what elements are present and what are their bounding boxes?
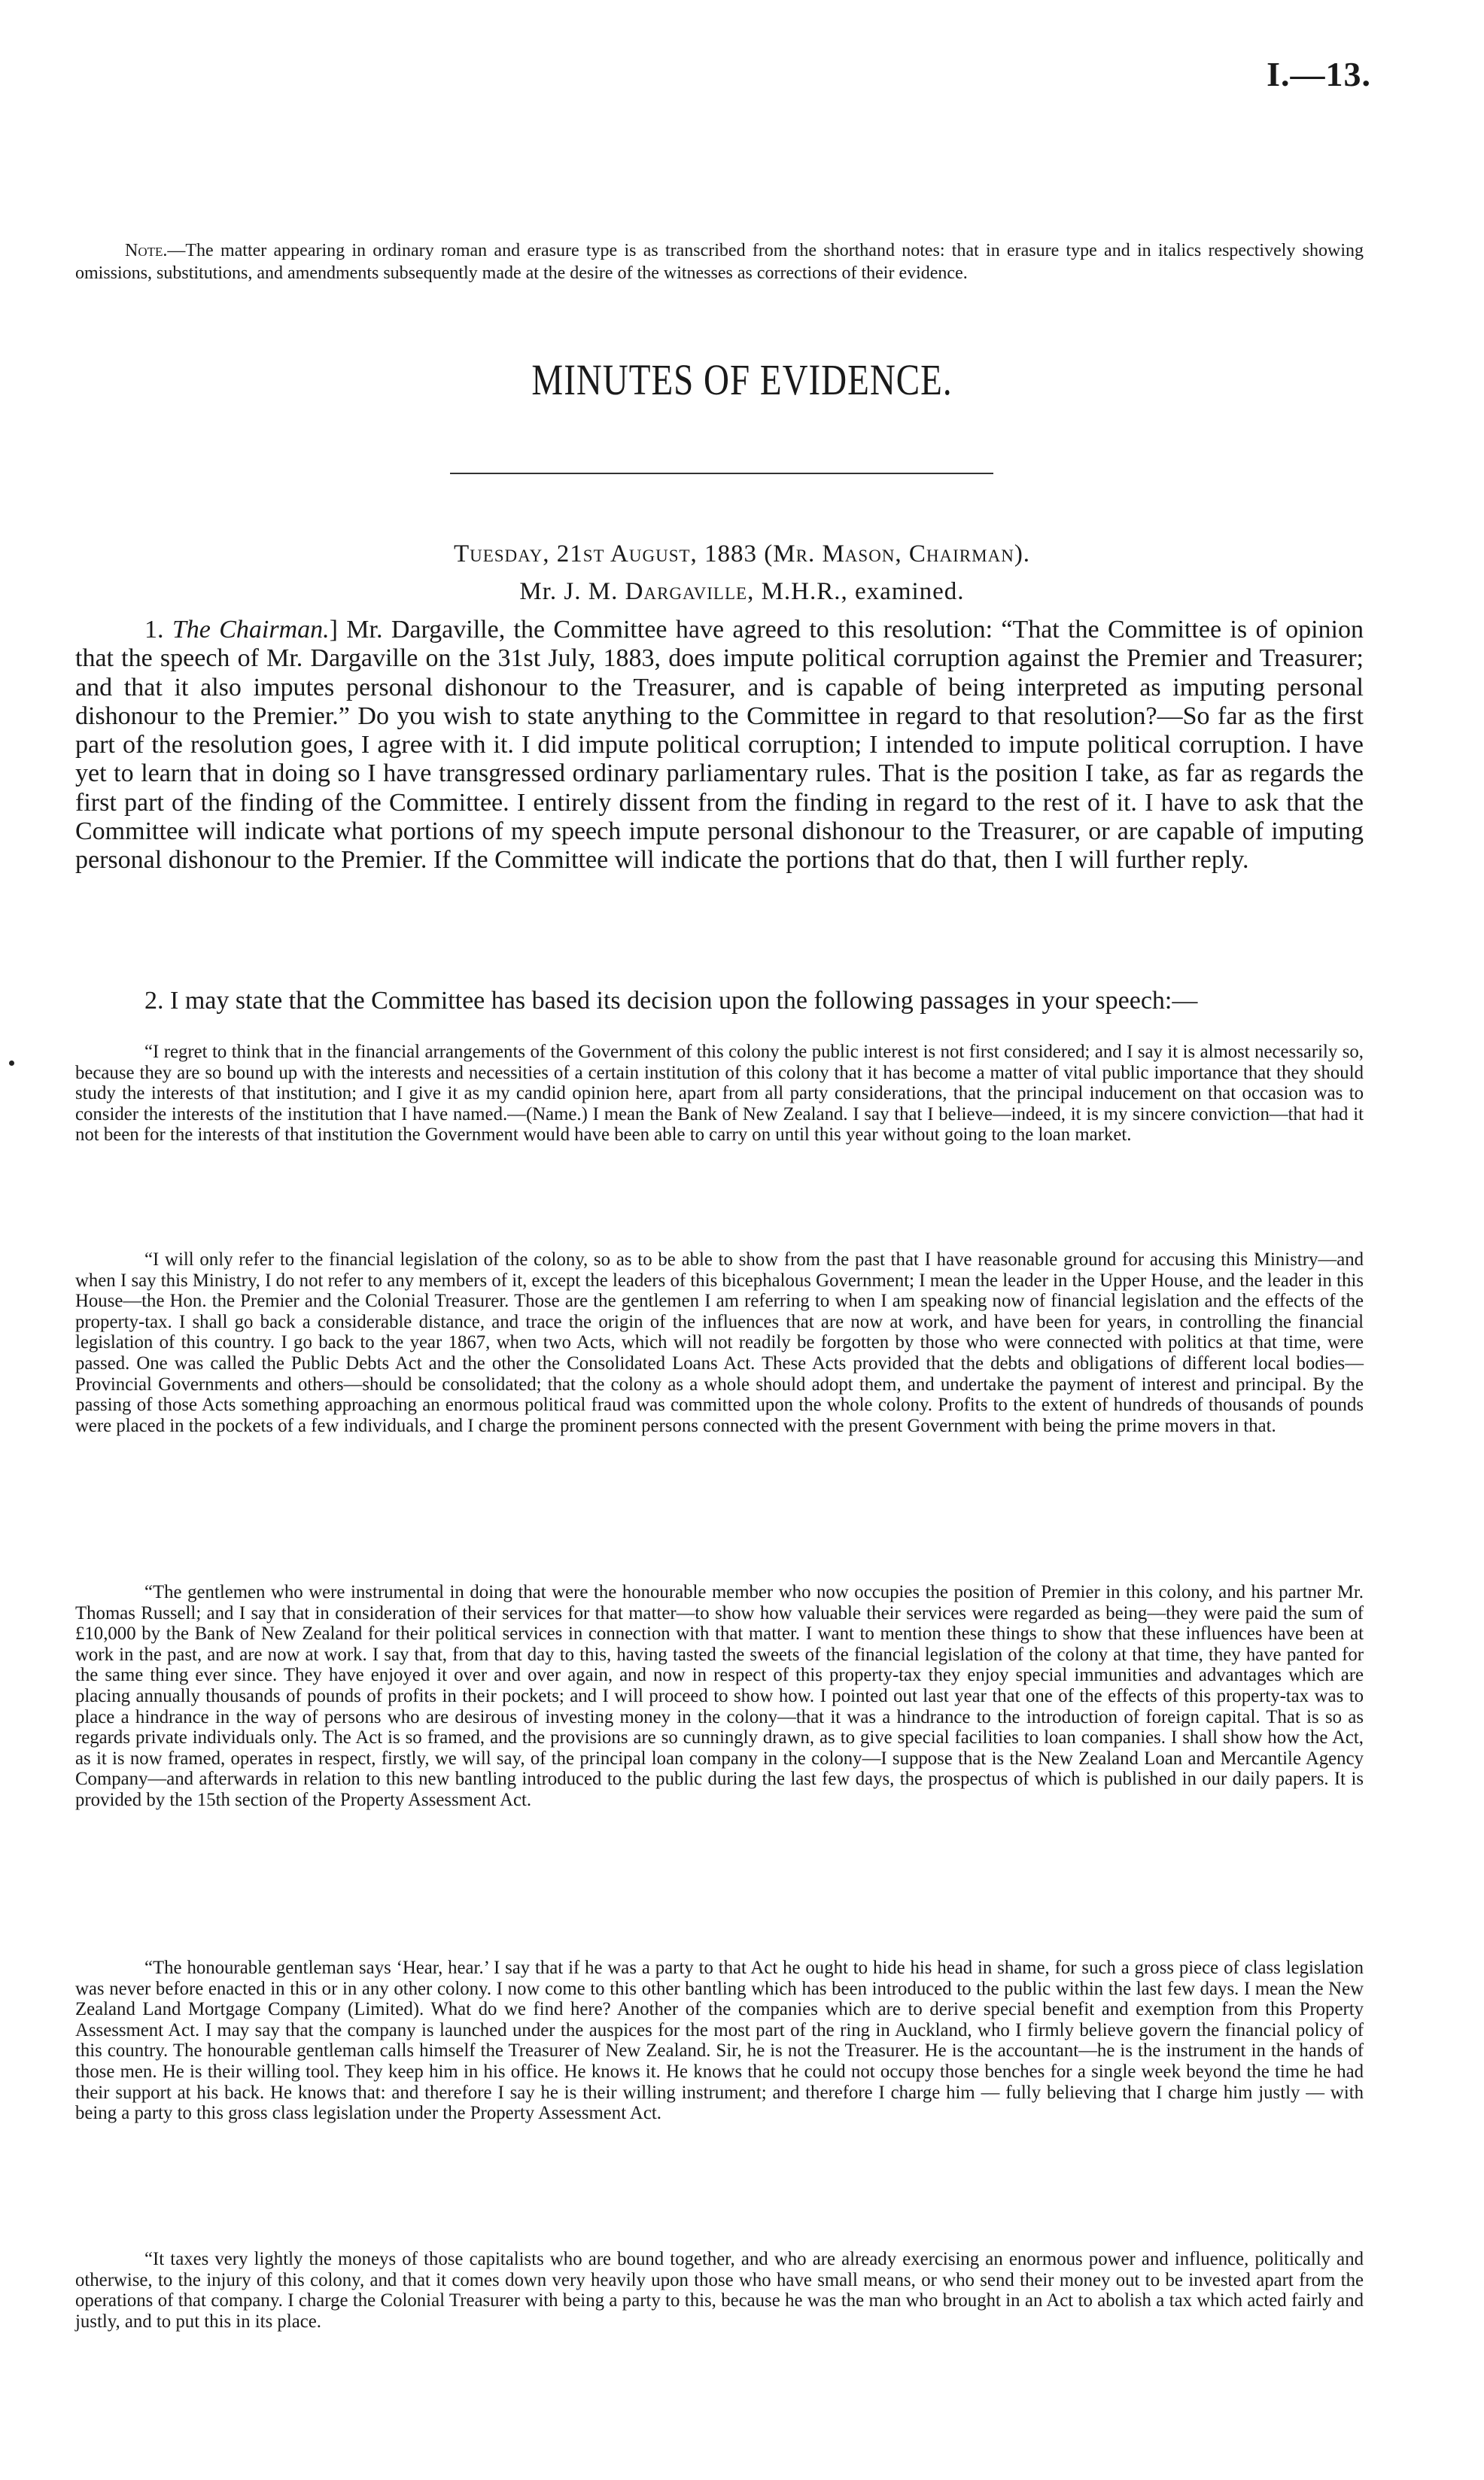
paragraph-1-speaker: The Chairman. bbox=[172, 616, 330, 644]
page-number: I.—13. bbox=[1267, 55, 1371, 93]
witness-prefix: Mr. J. M. bbox=[519, 578, 625, 605]
note-label: Note. bbox=[125, 241, 168, 260]
witness-line bbox=[0, 578, 1484, 606]
quote-passage-4: “The honourable gentleman says ‘Hear, hear.’ I say that if he was a party to that Act he ought to hide his head in shame, for such a gross piece of class legislation was never before enacted in this or in any other colony. I now come to this other bantling which has been introduced to the public within the last few days. I mean the New Zealand Land Mortgage Company (Limited). What do we find here? Another of the companies which are to derive special benefit and exemption from this Property Assessment Act. I may say that the company is launched under the auspices for the most part of the ring in Auckland, who I firmly believe govern the financial policy of this country. The honourable gentleman calls himself the Treasurer of New Zealand. Sir, he is not the Treasurer. He is the accountant—he is the instrument in the hands of those men. He is their willing tool. They keep him in his office. He knows it. He knows that he could not occupy those benches for a single week beyond the time he had their support at his back. He knows that: and therefore I say he is their willing instrument; and therefore I charge him — fully believing that I charge him justly — with being a party to this gross class legislation under the Property Assessment Act. bbox=[75, 1958, 1364, 2124]
page-title: MINUTES OF EVIDENCE. bbox=[531, 355, 953, 405]
paragraph-1 bbox=[75, 616, 1364, 875]
paragraph-1-number: 1. bbox=[144, 616, 172, 644]
quote-passage-1: “I regret to think that in the financial arrangements of the Government of this colony the public interest is not first considered; and I say it is almost necessarily so, because they are so bound up with the interests and necessities of a certain institution of this colony that it has become a matter of vital public importance that they should study the interests of that institution; and I give it as my candid opinion here, apart from all party considerations, that the principal inducement on that occasion was to consider the interests of the institution that I have named.—(Name.) I mean the Bank of New Zealand. I say that I believe—indeed, it is my sincere conviction—that had it not been for the interests of that institution the Government would have been able to carry on until this year without going to the loan market. bbox=[75, 1042, 1364, 1146]
witness-name: Dargaville bbox=[625, 578, 748, 605]
note-text: —The matter appearing in ordinary roman and erasure type is as transcribed from the shorthand notes: that in erasure type and in italics respectively showing omissions, substitutions, and amendments subsequently made at the desire of the witnesses as corrections of their evidence. bbox=[75, 241, 1364, 283]
paragraph-2: 2. I may state that the Committee has based its decision upon the following passages in your speech:— bbox=[144, 987, 1198, 1015]
quote-passage-3: “The gentlemen who were instrumental in doing that were the honourable member who now occupies the position of Premier in this colony, and his partner Mr. Thomas Russell; and I say that in consideration of their services for that matter—to show how valuable their services were regarded as being—they were paid the sum of £10,000 by the Bank of New Zealand for their political services in connection with that matter. I want to mention these things to show that these influences have been at work in the past, and are now at work. I say that, from that day to this, having tasted the sweets of the financial legislation of the colony at that time, they have panted for the same thing ever since. They have enjoyed it over and over again, and now in respect of this property-tax they enjoy special immunities and advantages which are placing annually thousands of pounds of profits in their pockets; and I will proceed to show how. I pointed out last year that one of the effects of this property-tax was to place a hindrance in the way of persons who are desirous of investing money in the colony—that it was a hindrance to the introduction of foreign capital. That is so as regards private individuals only. The Act is so framed, and the provisions are so cunningly drawn, as to give special facilities to loan companies. I shall show how the Act, as it is now framed, operates in respect, firstly, we will say, of the principal loan company in the colony—I suppose that is the New Zealand Loan and Mercantile Agency Company—and afterwards in relation to this new bantling introduced to the public during the last few days, the prospectus of which is published in our daily papers. It is provided by the 15th section of the Property Assessment Act. bbox=[75, 1582, 1364, 1810]
session-date-line: Tuesday, 21st August, 1883 (Mr. Mason, Chairman). bbox=[453, 540, 1031, 568]
quote-passage-2: “I will only refer to the financial legislation of the colony, so as to be able to show from the past that I have reasonable ground for accusing this Ministry—and when I say this Ministry, I do not refer to any members of it, except the leaders of this bicephalous Government; I mean the leader in the Upper House, and the leader in this House—the Hon. the Premier and the Colonial Treasurer. Those are the gentlemen I am referring to when I am speaking now of financial legislation and the effects of the property-tax. I shall go back a considerable distance, and trace the origin of the influences that are now at work, and have been for years, in controlling the financial legislation of this country. I go back to the year 1867, when two Acts, which will not readily be forgotten by those who were connected with politics at that time, were passed. One was called the Public Debts Act and the other the Consolidated Loans Act. These Acts provided that the debts and obligations of different local bodies—Provincial Governments and others—should be consolidated; that the colony as a whole should adopt them, and undertake the payment of interest and principal. By the passing of those Acts something approaching an enormous political fraud was committed upon the whole colony. Profits to the extent of hundreds of thousands of pounds were placed in the pockets of a few individuals, and I charge the prominent persons connected with the present Government with being the prime movers in that. bbox=[75, 1249, 1364, 1436]
paragraph-1-text: ] Mr. Dargaville, the Committee have agreed to this resolution: “That the Committee is of opinion that the speech of Mr. Dargaville on the 31st July, 1883, does impute political corruption against the Premier and Treasurer; and that it also imputes personal dishonour to the Treasurer, and is capable of being interpreted as imputing personal dishonour to the Premier.” Do you wish to state anything to the Committee in regard to that resolution?—So far as the first part of the resolution goes, I agree with it. I did impute political corruption; I intended to impute political corruption. I have yet to learn that in doing so I have transgressed ordinary parliamentary rules. That is the position I take, as far as regards the first part of the finding of the Committee. I entirely dissent from the finding in regard to the rest of it. I have to ask that the Committee will indicate what portions of my speech impute personal dishonour to the Treasurer, or are capable of imputing personal dishonour to the Premier. If the Committee will indicate the portions that do that, then I will further reply. bbox=[75, 616, 1364, 875]
editorial-note bbox=[75, 239, 1364, 285]
witness-suffix: , M.H.R., examined. bbox=[747, 578, 965, 605]
quote-passage-5: “It taxes very lightly the moneys of those capitalists who are bound together, and who are already exercising an enormous power and influence, politically and otherwise, to the injury of this colony, and that it comes down very heavily upon those who have small means, or who send their money out to be invested apart from the operations of that company. I charge the Colonial Treasurer with being a party to this, because he was the man who brought in an Act to abolish a tax which acted fairly and justly, and to put this in its place. bbox=[75, 2249, 1364, 2332]
title-divider bbox=[450, 473, 993, 474]
margin-mark bbox=[9, 1060, 14, 1066]
